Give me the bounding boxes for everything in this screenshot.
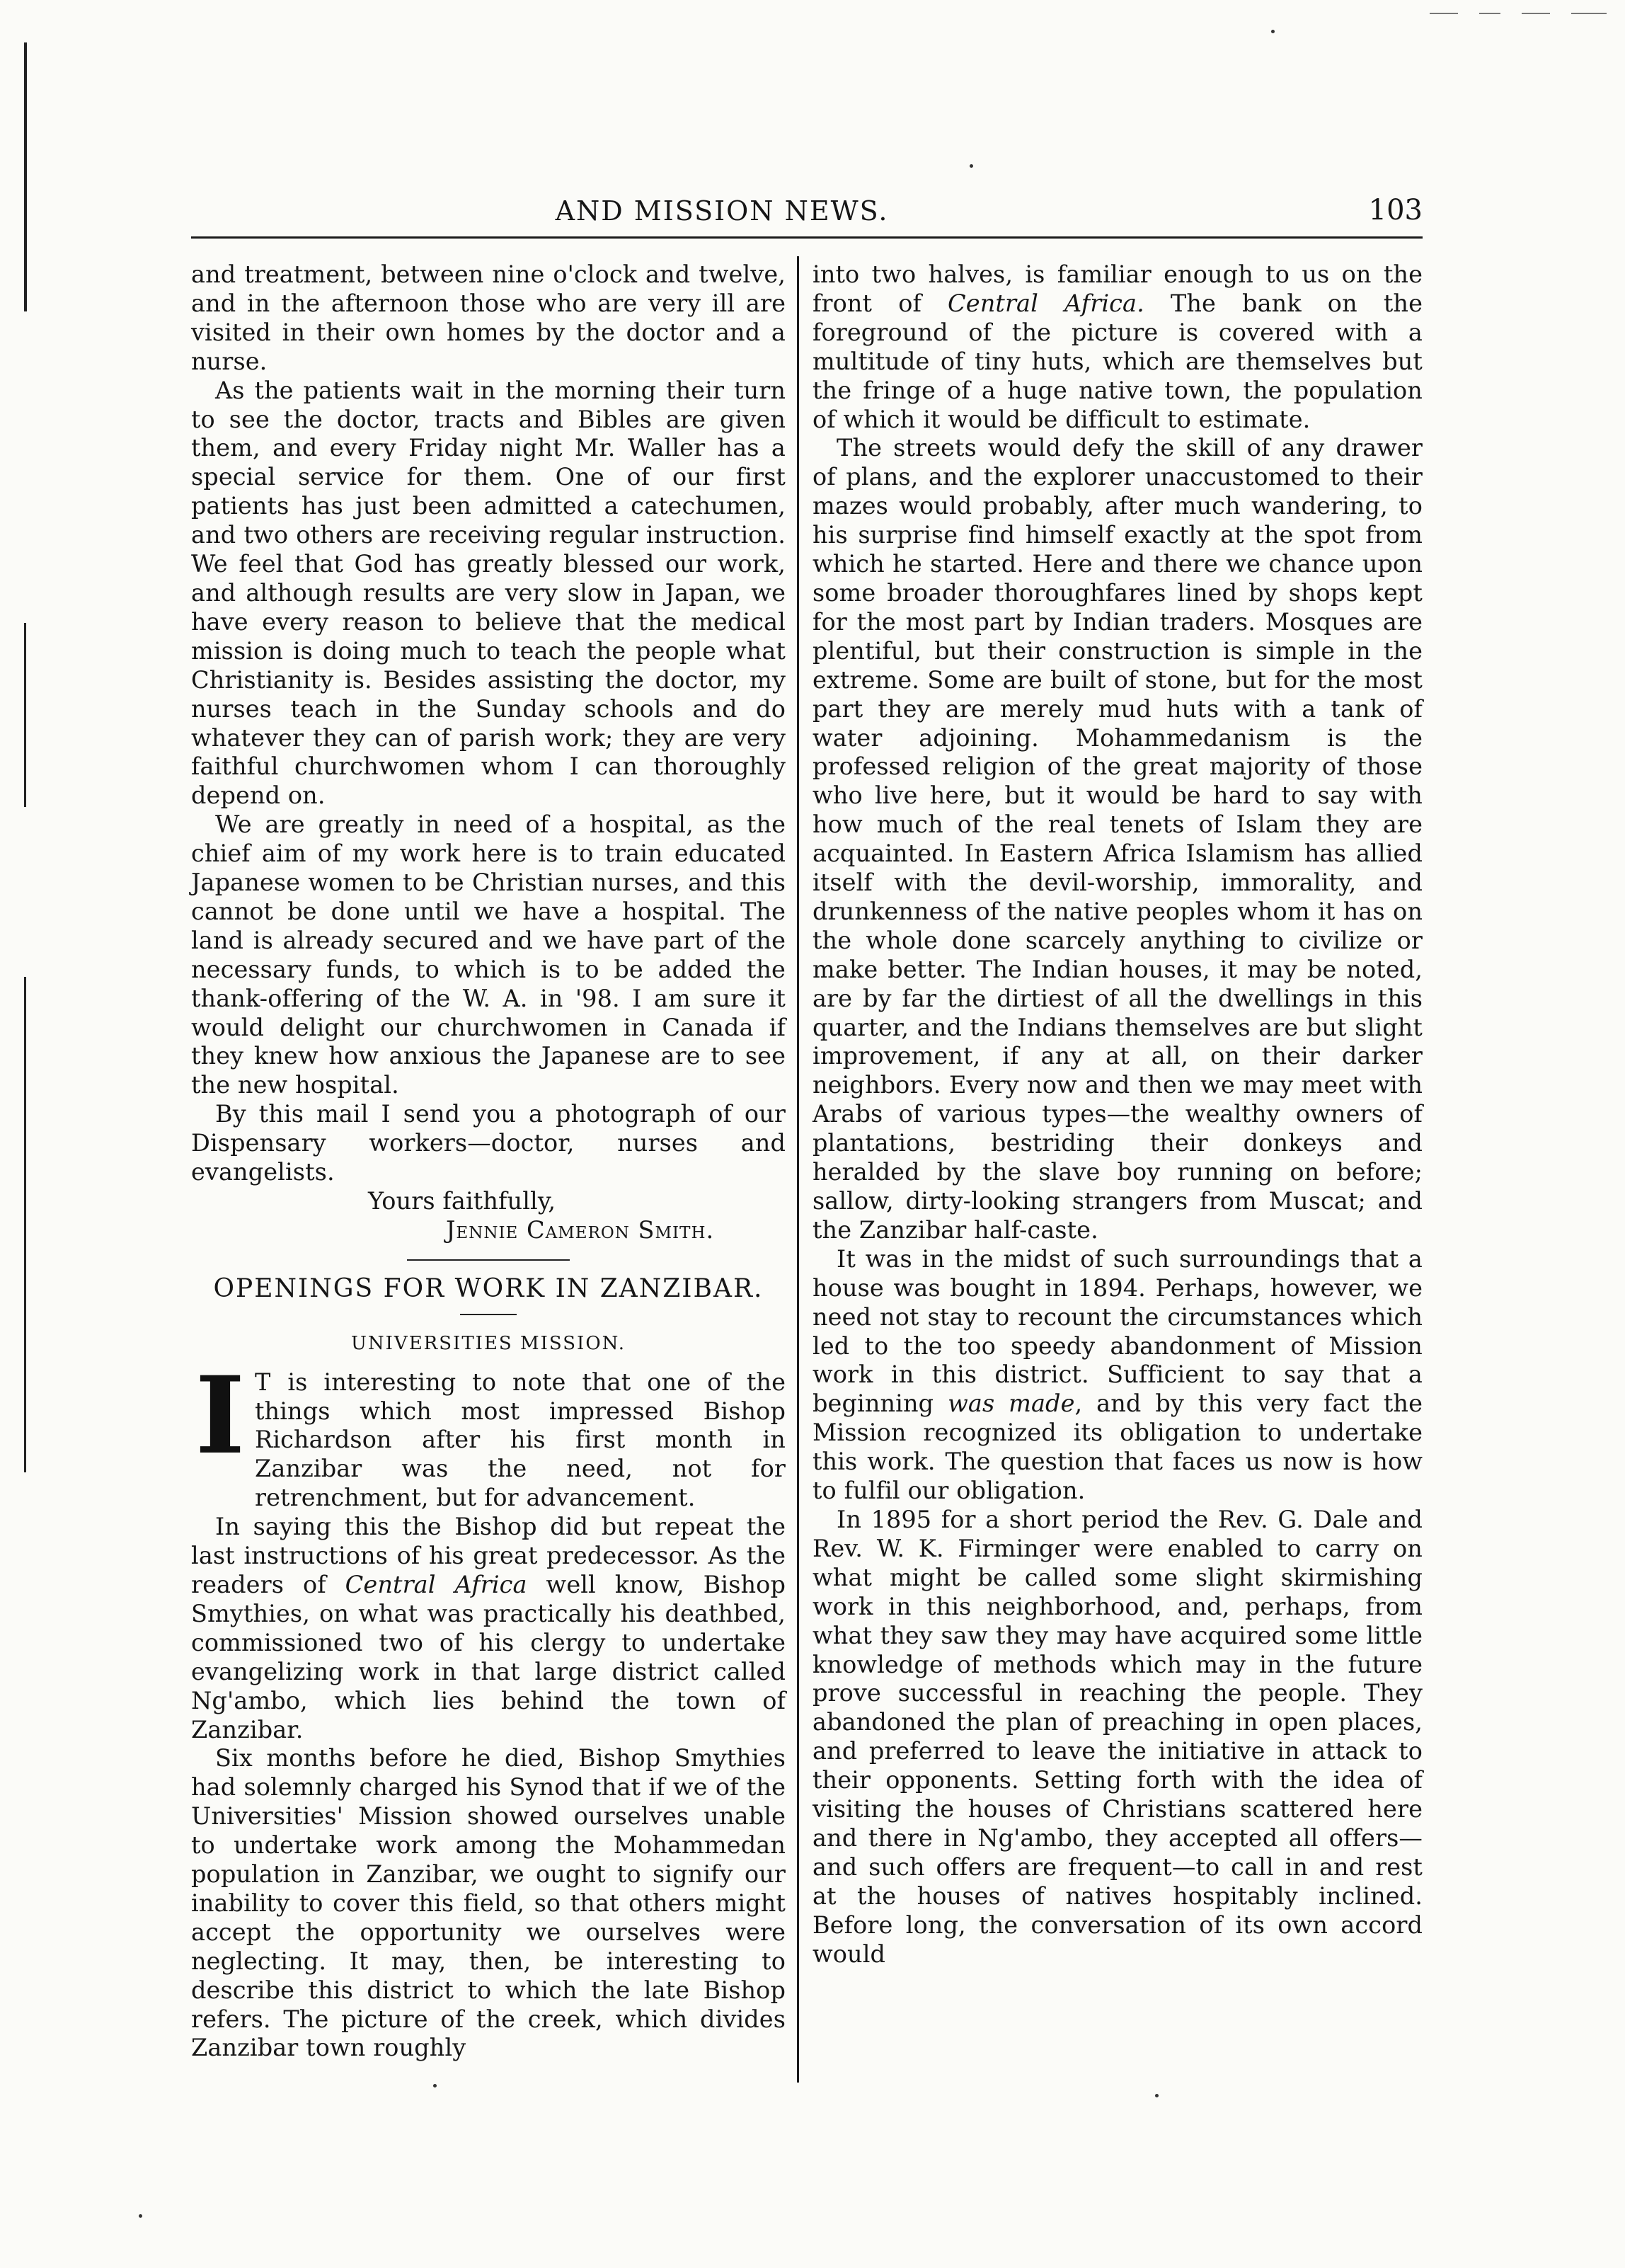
paragraph: into two halves, is familiar enough to us on the front of Central Africa. The bank on the foreground of the picture is covered with a multitude of tiny huts, which are themselves but the fringe of a huge native town, the population of which it would be difficult to estimate. bbox=[812, 260, 1423, 433]
signature-name: Jennie Cameron Smith. bbox=[446, 1215, 715, 1244]
scan-margin-line bbox=[24, 42, 27, 311]
paragraph: We are greatly in need of a hospital, as the chief aim of my work here is to train educated Japanese women to be Christian nurses, and this cannot be done until we have a hospital. The land is already secured and we have part of the necessary funds, to which is to be added the thank-offering of the W. A. in '98. I am sure it would delight our churchwomen in Canada if they knew how anxious the Japanese are to see the new hospital. bbox=[191, 811, 786, 1099]
column-rule bbox=[797, 256, 799, 2083]
page-header bbox=[191, 191, 1423, 234]
title-divider bbox=[460, 1314, 517, 1315]
running-head: AND MISSION NEWS. bbox=[555, 195, 889, 227]
drop-cap: I bbox=[195, 1353, 246, 1478]
paragraph: In saying this the Bishop did but repeat the last instructions of his great predecessor. As the readers of Central Africa well know, Bishop Smythies, on what was practically his deathbed, commissioned two of his clergy to undertake evangelizing work in that large district called Ng'ambo, which lies behind the town of Zanzibar. bbox=[191, 1513, 786, 1743]
scan-speck bbox=[1271, 30, 1275, 33]
scan-speck bbox=[1155, 2094, 1159, 2097]
italic-title: Central Africa. bbox=[948, 289, 1144, 317]
paragraph: As the patients wait in the morning their turn to see the doctor, tracts and Bibles are given them, and every Friday night Mr. Waller has a special service for them. One of our first patients has just been admitted a catechumen, and two others are receiving regular instruction. We feel that God has greatly blessed our work, and although results are very slow in Japan, we have every reason to believe that the medical mission is doing much to teach the people what Christianity is. Besides assisting the doctor, my nurses teach in the Sunday schools and do whatever they can of parish work; they are very faithful churchwomen whom I can thoroughly depend on. bbox=[191, 376, 786, 810]
left-column bbox=[191, 260, 786, 2063]
paragraph: By this mail I send you a photograph of our Dispensary workers—doctor, nurses and evangelists. bbox=[191, 1100, 786, 1186]
scan-margin-line bbox=[24, 623, 26, 807]
scan-speck bbox=[139, 2214, 142, 2218]
scan-mark bbox=[1430, 13, 1458, 14]
article-title: OPENINGS FOR WORK IN ZANZIBAR. bbox=[213, 1273, 764, 1303]
paragraph: It was in the midst of such surroundings that a house was bought in 1894. Perhaps, however, we need not stay to recount the circumstances which led to the too speedy abandonment of Mission work in this district. Sufficient to say that a beginning was made, and by this very fact the Mission recognized its obligation to undertake this work. The question that faces us now is how to fulfil our obligation. bbox=[812, 1244, 1423, 1505]
article-subtitle: UNIVERSITIES MISSION. bbox=[350, 1332, 626, 1354]
signature-closing: Yours faithfully, bbox=[368, 1187, 556, 1215]
scan-mark bbox=[1571, 13, 1607, 14]
scan-mark bbox=[1479, 13, 1500, 14]
paragraph: Six months before he died, Bishop Smythies had solemnly charged his Synod that if we of the Universities' Mission showed ourselves unable to undertake work among the Mohammedan population in Zanzibar, we ought to signify our inability to cover this field, so that others might accept the opportunity we ourselves were neglecting. It may, then, be interesting to describe this district to which the late Bishop refers. The picture of the creek, which divides Zanzibar town roughly bbox=[191, 1744, 786, 2062]
paragraph: The streets would defy the skill of any drawer of plans, and the explorer unaccustomed to their mazes would probably, after much wandering, to his surprise find himself exactly at the spot from which he started. Here and there we chance upon some broader thoroughfares lined by shops kept for the most part by Indian traders. Mosques are plentiful, but their construction is simple in the extreme. Some are built of stone, but for the most part they are merely mud huts with a tank of water adjoining. Mohammedanism is the professed religion of the great majority of those who live here, but it would be hard to say with how much of the real tenets of Islam they are acquainted. In Eastern Africa Islamism has allied itself with the devil-worship, immorality, and drunkenness of the native peoples whom it has on the whole done scarcely anything to civilize or make better. The Indian houses, it may be noted, are by far the dirtiest of all the dwellings in this quarter, and the Indians themselves are but slight improvement, if any at all, on their darker neighbors. Every now and then we may meet with Arabs of various types—the wealthy owners of plantations, bestriding their donkeys and heralded by the slave boy running on before; sallow, dirty-looking strangers from Muscat; and the Zanzibar half-caste. bbox=[812, 434, 1423, 1244]
scan-mark bbox=[1522, 13, 1550, 14]
scan-margin-line bbox=[24, 977, 26, 1472]
paragraph: In 1895 for a short period the Rev. G. Dale and Rev. W. K. Firminger were enabled to carry on what might be called some slight skirmishing work in this neighborhood, and, perhaps, from what they saw they may have acquired some little knowledge of methods which may in the future prove successful in reaching the people. They abandoned the plan of preaching in open places, and preferred to leave the initiative in attack to their opponents. Setting forth with the idea of visiting the houses of Christians scattered here and there in Ng'ambo, they accepted all offers—and such offers are frequent—to call in and rest at the houses of natives hospitably inclined. Before long, the conversation of its own accord would bbox=[812, 1505, 1423, 1968]
scan-speck bbox=[433, 2084, 437, 2087]
italic-title: Central Africa bbox=[345, 1570, 527, 1598]
paragraph: and treatment, between nine o'clock and twelve, and in the afternoon those who are very ill are visited in their own homes by the doctor and a nurse. bbox=[191, 260, 786, 375]
scan-speck bbox=[970, 164, 973, 168]
italic-phrase: was made bbox=[948, 1390, 1075, 1418]
right-column bbox=[812, 260, 1423, 1969]
paragraph: I T is interesting to note that one of the things which most impressed Bishop Richardson after his first month in Zanzibar was the need, not for retrenchment, but for advancement. bbox=[195, 1353, 786, 1512]
page-number: 103 bbox=[1368, 194, 1423, 227]
header-rule bbox=[191, 236, 1423, 239]
section-divider bbox=[407, 1259, 570, 1261]
